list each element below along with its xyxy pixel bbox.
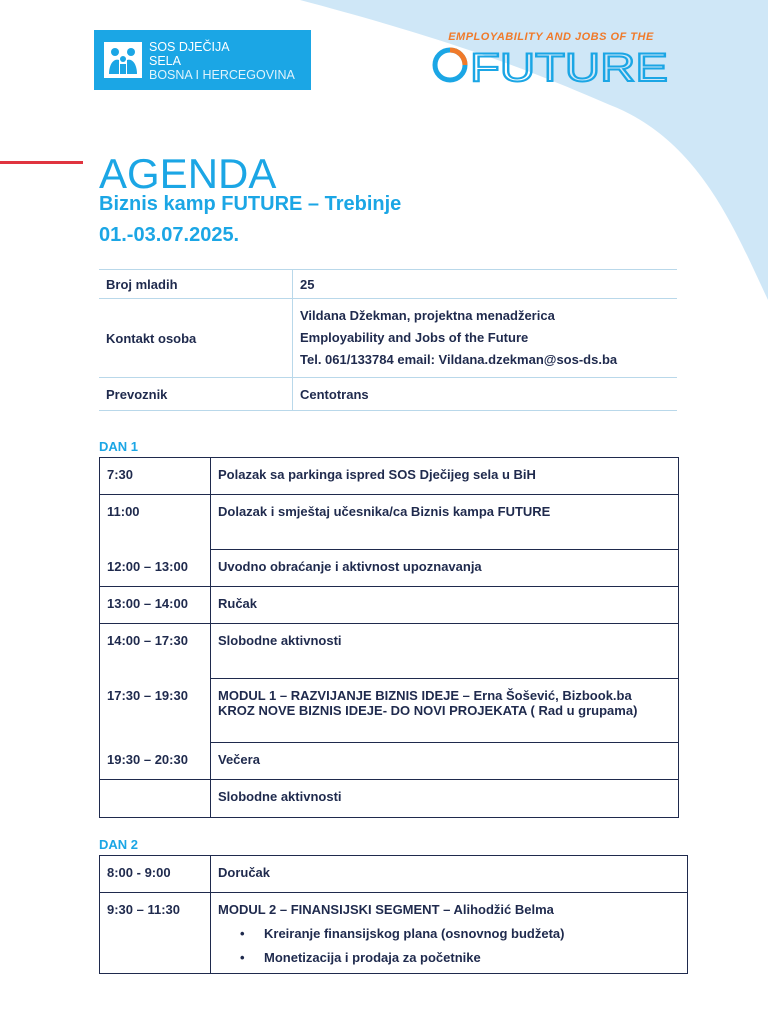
schedule-activity: Slobodne aktivnosti — [211, 624, 679, 679]
schedule-row — [100, 624, 679, 679]
schedule-time: 7:30 — [100, 458, 211, 495]
info-label: Kontakt osoba — [99, 299, 293, 378]
day-2-schedule — [99, 855, 688, 974]
schedule-time: 17:30 – 19:30 — [100, 679, 211, 743]
info-value — [293, 299, 678, 378]
schedule-activity: Uvodno obraćanje i aktivnost upoznavanja — [211, 550, 679, 587]
schedule-activity: Slobodne aktivnosti — [211, 780, 679, 818]
event-date: 01.-03.07.2025. — [99, 224, 240, 246]
contact-project: Employability and Jobs of the Future — [300, 330, 529, 345]
info-table — [99, 269, 677, 411]
info-label: Broj mladih — [99, 270, 293, 299]
event-name: Biznis kamp FUTURE – Trebinje — [99, 193, 402, 215]
bullet-item: • Kreiranje finansijskog plana (osnovnog budžeta) — [218, 926, 687, 941]
schedule-time: 9:30 – 11:30 — [100, 893, 211, 974]
employability-future-logo — [432, 31, 670, 87]
sos-childrens-villages-logo — [94, 30, 311, 90]
schedule-activity — [211, 679, 679, 743]
page-title: AGENDA — [99, 150, 277, 197]
schedule-time: 12:00 – 13:00 — [100, 550, 211, 587]
schedule-activity: Večera — [211, 743, 679, 780]
schedule-time: 8:00 - 9:00 — [100, 856, 211, 893]
future-logo-word: FUTURE — [470, 46, 668, 85]
schedule-time — [100, 780, 211, 818]
schedule-activity: Doručak — [211, 856, 688, 893]
schedule-activity — [211, 893, 688, 974]
info-row — [99, 378, 677, 411]
day-2-label: DAN 2 — [99, 837, 139, 852]
accent-line — [0, 161, 83, 164]
sos-logo-line-2: SELA — [149, 54, 181, 68]
bullet-item: • Monetizacija i prodaja za početnike — [218, 950, 687, 965]
schedule-time: 11:00 — [100, 495, 211, 550]
schedule-row — [100, 780, 679, 818]
schedule-row — [100, 458, 679, 495]
schedule-activity: Dolazak i smještaj učesnika/ca Biznis kampa FUTURE — [211, 495, 679, 550]
schedule-time: 13:00 – 14:00 — [100, 587, 211, 624]
schedule-row — [100, 550, 679, 587]
module-subtitle: KROZ NOVE BIZNIS IDEJE- DO NOVI PROJEKATA ( Rad u grupama) — [218, 703, 638, 718]
schedule-row — [100, 679, 679, 743]
info-value: Centotrans — [293, 378, 678, 411]
schedule-row — [100, 495, 679, 550]
info-value: 25 — [293, 270, 678, 299]
future-logo-wordmark — [432, 45, 670, 85]
contact-name: Vildana Džekman, projektna menadžerica — [300, 308, 555, 323]
schedule-activity: Ručak — [211, 587, 679, 624]
sos-logo-line-3: BOSNA I HERCEGOVINA — [149, 68, 295, 82]
schedule-time: 14:00 – 17:30 — [100, 624, 211, 679]
future-logo-tagline: EMPLOYABILITY AND JOBS OF THE — [448, 31, 654, 43]
sos-emblem-icon — [104, 42, 142, 78]
day-1-schedule — [99, 457, 679, 818]
info-label: Prevoznik — [99, 378, 293, 411]
schedule-row — [100, 743, 679, 780]
schedule-activity: Polazak sa parkinga ispred SOS Dječijeg sela u BiH — [211, 458, 679, 495]
module-title: MODUL 1 – RAZVIJANJE BIZNIS IDEJE – Erna Šošević, Bizbook.ba — [218, 688, 632, 703]
contact-phone-email: Tel. 061/133784 email: Vildana.dzekman@sos-ds.ba — [300, 352, 618, 367]
schedule-row — [100, 893, 688, 974]
day-1-label: DAN 1 — [99, 439, 139, 454]
info-row — [99, 270, 677, 299]
sos-logo-line-1: SOS DJEČIJA — [149, 40, 230, 54]
schedule-time: 19:30 – 20:30 — [100, 743, 211, 780]
info-row — [99, 299, 677, 378]
schedule-row — [100, 587, 679, 624]
schedule-row — [100, 856, 688, 893]
module-title: MODUL 2 – FINANSIJSKI SEGMENT – Alihodžić Belma — [218, 902, 554, 917]
